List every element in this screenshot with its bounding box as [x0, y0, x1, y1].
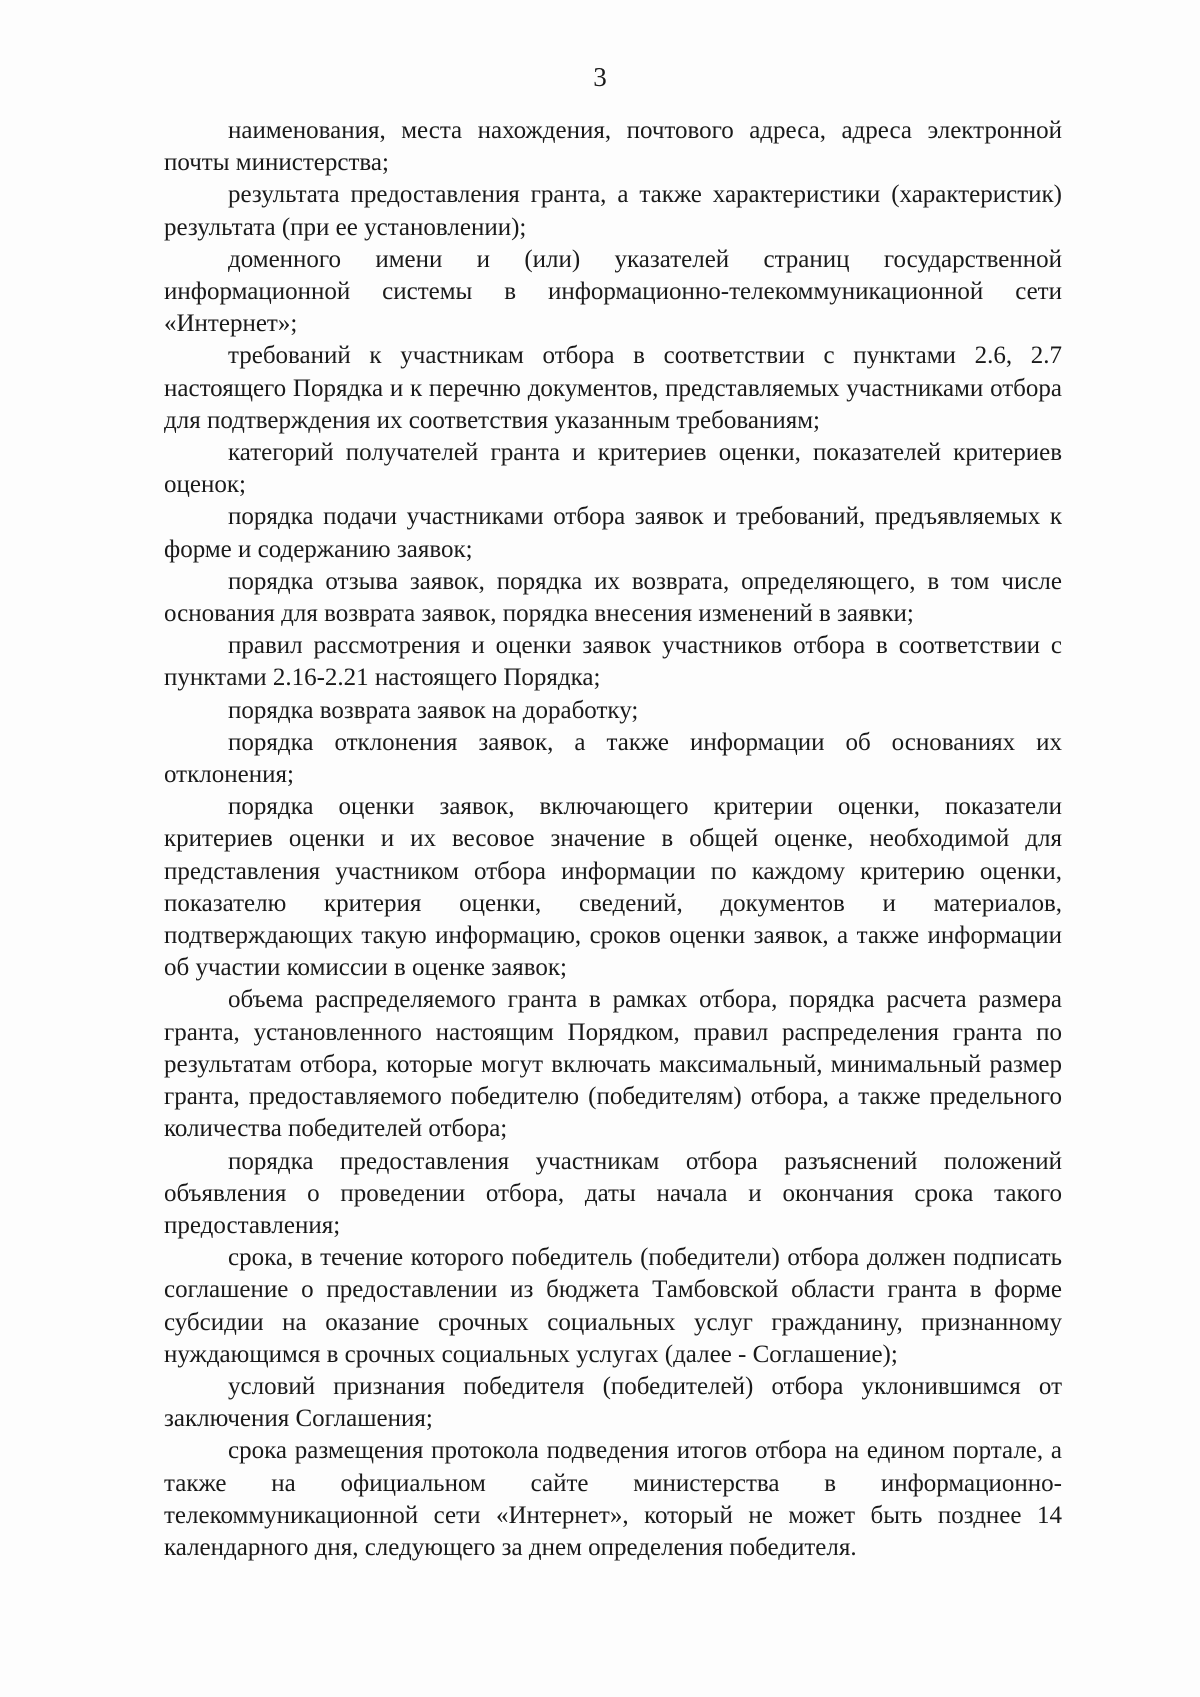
paragraph-6: порядка подачи участниками отбора заявок и требований, предъявляемых к форме и содержанию заявок; — [164, 503, 1062, 563]
paragraph-1: наименования, места нахождения, почтового адреса, адреса электронной почты министерства; — [164, 117, 1062, 177]
paragraph-15: условий признания победителя (победителей) отбора уклонившимся от заключения Соглашения; — [164, 1372, 1062, 1433]
paragraph-8: правил рассмотрения и оценки заявок участников отбора в соответствии с пунктами 2.16-2.21 настоящего Порядка; — [164, 632, 1062, 692]
paragraph-14: срока, в течение которого победитель (победители) отбора должен подписать соглашение о предоставлении из бюджета Тамбовской области гранта в форме субсидии на оказание срочных социальных услуг гражданину, признанному нуждающимся в срочных социальных услугах (далее - Соглашение); — [164, 1244, 1062, 1368]
paragraph-7: порядка отзыва заявок, порядка их возврата, определяющего, в том числе основания для возврата заявок, порядка внесения изменений в заявки; — [164, 567, 1062, 628]
paragraph-9: порядка возврата заявок на доработку; — [228, 696, 639, 724]
paragraph-5: категорий получателей гранта и критериев оценки, показателей критериев оценок; — [164, 439, 1062, 499]
page-number: 3 — [593, 62, 607, 92]
paragraph-2: результата предоставления гранта, а также характеристики (характеристик) результата (при ее установлении); — [164, 181, 1062, 241]
document-body — [164, 115, 1062, 1564]
paragraph-4: требований к участникам отбора в соответствии с пунктами 2.6, 2.7 настоящего Порядка и к перечню документов, представляемых участниками отбора для подтверждения их соответствия указанным требованиям; — [164, 342, 1062, 434]
paragraph-12: объема распределяемого гранта в рамках отбора, порядка расчета размера гранта, установленного настоящим Порядком, правил распределения гранта по результатам отбора, которые могут включать максимальный, минимальный размер гранта, предоставляемого победителю (победителям) отбора, а также предельного количества победителей отбора; — [164, 986, 1062, 1143]
paragraph-13: порядка предоставления участникам отбора разъяснений положений объявления о проведении отбора, даты начала и окончания срока такого предоставления; — [164, 1147, 1062, 1239]
paragraph-16: срока размещения протокола подведения итогов отбора на едином портале, а также на официальном сайте министерства в информационно-телекоммуникационной сети «Интернет», который не может быть позднее 14 календарного дня, следующего за днем определения победителя. — [164, 1437, 1062, 1561]
paragraph-11: порядка оценки заявок, включающего критерии оценки, показатели критериев оценки и их весовое значение в общей оценке, необходимой для представления участником отбора информации по каждому критерию оценки, показателю критерия оценки, сведений, документов и материалов, подтверждающих такую информацию, сроков оценки заявок, а также информации об участии комиссии в оценке заявок; — [164, 793, 1062, 982]
paragraph-3: доменного имени и (или) указателей страниц государственной информационной системы в информационно-телекоммуникационной сети «Интернет»; — [164, 245, 1062, 338]
paragraph-10: порядка отклонения заявок, а также информации об основаниях их отклонения; — [164, 728, 1062, 789]
